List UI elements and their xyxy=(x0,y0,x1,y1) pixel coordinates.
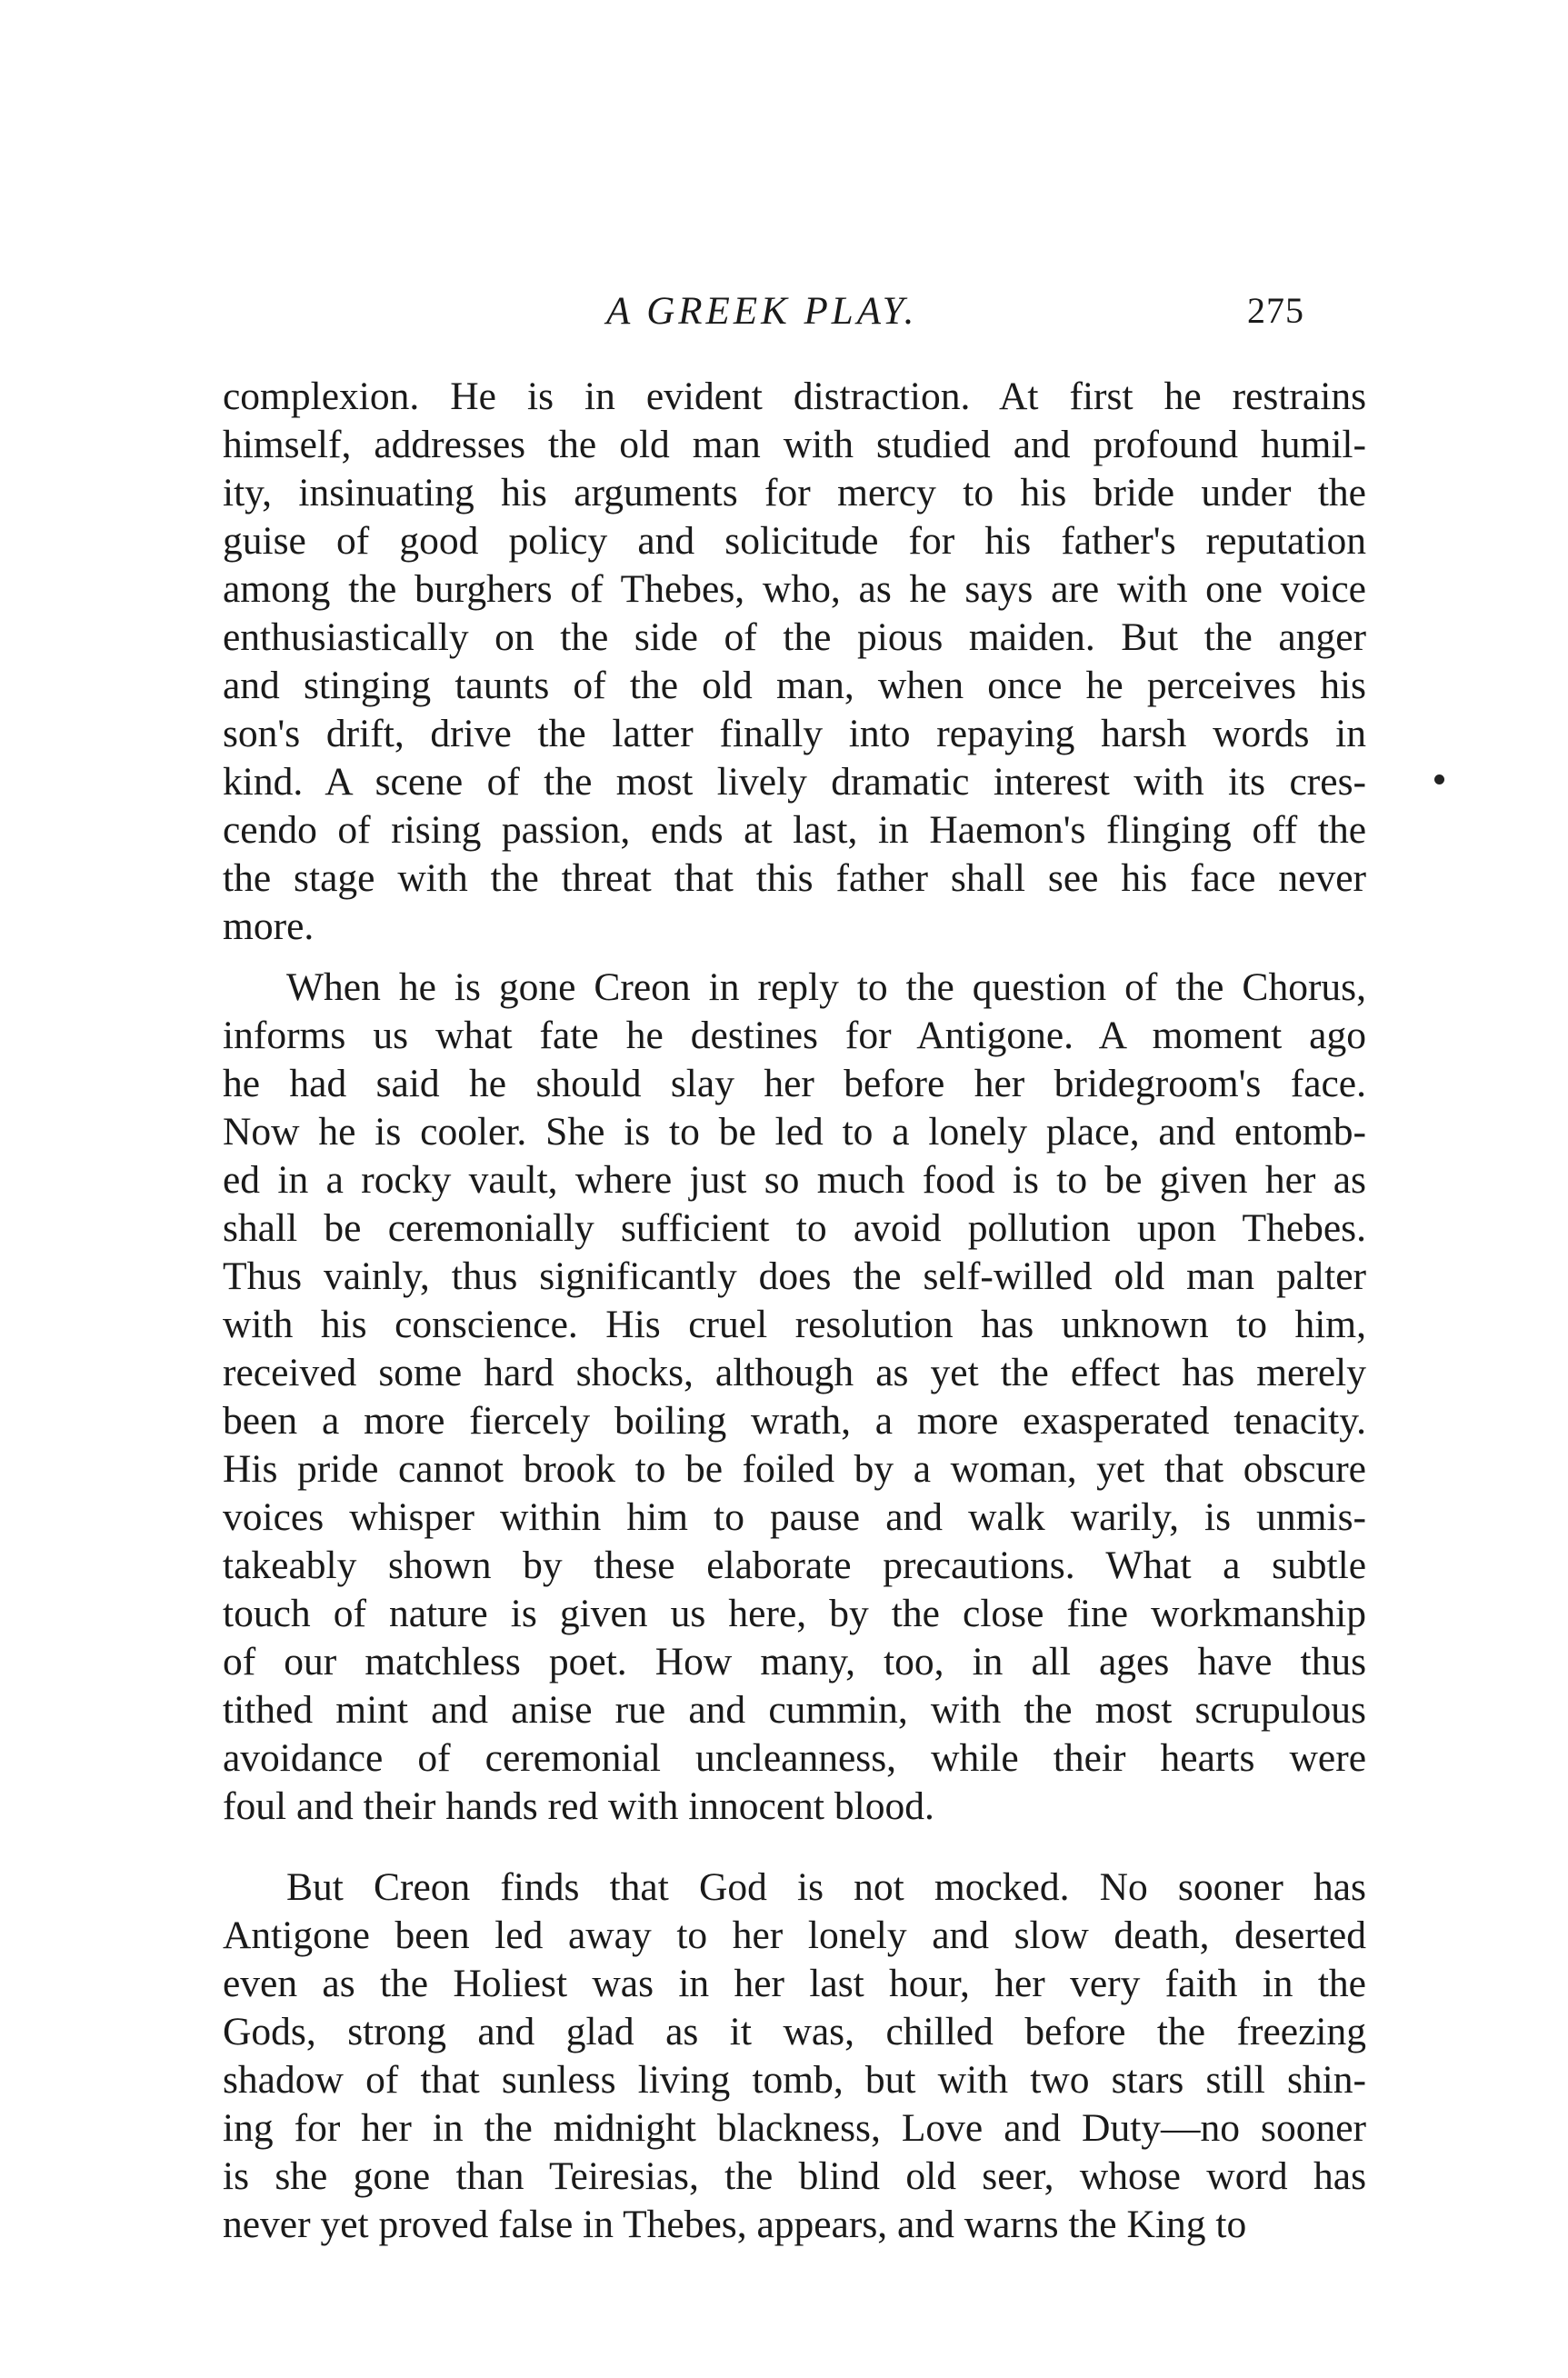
text-line: cendo of rising passion, ends at last, in Haemon's flinging off the xyxy=(223,808,1366,852)
text-line: among the burghers of Thebes, who, as he says are with one voice xyxy=(223,567,1366,611)
body-text xyxy=(223,373,1366,2249)
text-line: shadow of that sunless living tomb, but with two stars still shin- xyxy=(223,2058,1366,2102)
paragraph-first-line: complexion. He is in evident distraction. At first he restrains xyxy=(223,375,1366,418)
text-line: ed in a rocky vault, where just so much food is to be given her as xyxy=(223,1158,1366,1202)
text-line: Now he is cooler. She is to be led to a lonely place, and entomb- xyxy=(223,1110,1366,1154)
text-line: guise of good policy and solicitude for his father's reputation xyxy=(223,519,1366,563)
text-line: Gods, strong and glad as it was, chilled before the freezing xyxy=(223,2010,1366,2053)
text-line: he had said he should slay her before her bridegroom's face. xyxy=(223,1062,1366,1105)
text-line: shall be ceremonially sufficient to avoid pollution upon Thebes. xyxy=(223,1206,1366,1250)
margin-dot-mark xyxy=(1434,774,1444,784)
text-line: touch of nature is given us here, by the close fine workmanship xyxy=(223,1592,1366,1635)
text-line: foul and their hands red with innocent blood. xyxy=(223,1784,934,1828)
text-line: ity, insinuating his arguments for mercy to his bride under the xyxy=(223,471,1366,515)
running-head xyxy=(0,289,1568,344)
page-number: 275 xyxy=(1247,290,1304,331)
text-line: more. xyxy=(223,904,315,948)
text-line: never yet proved false in Thebes, appears, and warns the King to xyxy=(223,2203,1247,2246)
paragraph-first-line: When he is gone Creon in reply to the question of the Chorus, xyxy=(286,965,1366,1009)
text-line: received some hard shocks, although as yet the effect has merely xyxy=(223,1351,1366,1394)
running-title: A GREEK PLAY. xyxy=(606,290,918,333)
paragraph-first-line: But Creon finds that God is not mocked. No sooner has xyxy=(286,1865,1366,1909)
text-line: enthusiastically on the side of the pious maiden. But the anger xyxy=(223,615,1366,659)
text-line: kind. A scene of the most lively dramatic interest with its cres- xyxy=(223,760,1366,804)
text-line: avoidance of ceremonial uncleanness, while their hearts were xyxy=(223,1736,1366,1780)
text-line: tithed mint and anise rue and cummin, with the most scrupulous xyxy=(223,1688,1366,1732)
text-line: and stinging taunts of the old man, when once he perceives his xyxy=(223,664,1366,707)
text-line: takeably shown by these elaborate precautions. What a subtle xyxy=(223,1544,1366,1587)
text-line: His pride cannot brook to be foiled by a woman, yet that obscure xyxy=(223,1447,1366,1491)
text-line: even as the Holiest was in her last hour, her very faith in the xyxy=(223,1962,1366,2005)
text-line: ing for her in the midnight blackness, Love and Duty—no sooner xyxy=(223,2106,1366,2150)
text-line: is she gone than Teiresias, the blind old seer, whose word has xyxy=(223,2154,1366,2198)
text-line: with his conscience. His cruel resolution has unknown to him, xyxy=(223,1303,1366,1346)
text-line: been a more fiercely boiling wrath, a more exasperated tenacity. xyxy=(223,1399,1366,1443)
text-line: informs us what fate he destines for Antigone. A moment ago xyxy=(223,1014,1366,1057)
text-line: Antigone been led away to her lonely and slow death, deserted xyxy=(223,1913,1366,1957)
text-line: of our matchless poet. How many, too, in all ages have thus xyxy=(223,1640,1366,1684)
text-line: the stage with the threat that this father shall see his face never xyxy=(223,856,1366,900)
text-line: son's drift, drive the latter finally into repaying harsh words in xyxy=(223,712,1366,755)
text-line: himself, addresses the old man with studied and profound humil- xyxy=(223,423,1366,466)
text-line: Thus vainly, thus significantly does the self-willed old man palter xyxy=(223,1254,1366,1298)
text-line: voices whisper within him to pause and walk warily, is unmis- xyxy=(223,1495,1366,1539)
